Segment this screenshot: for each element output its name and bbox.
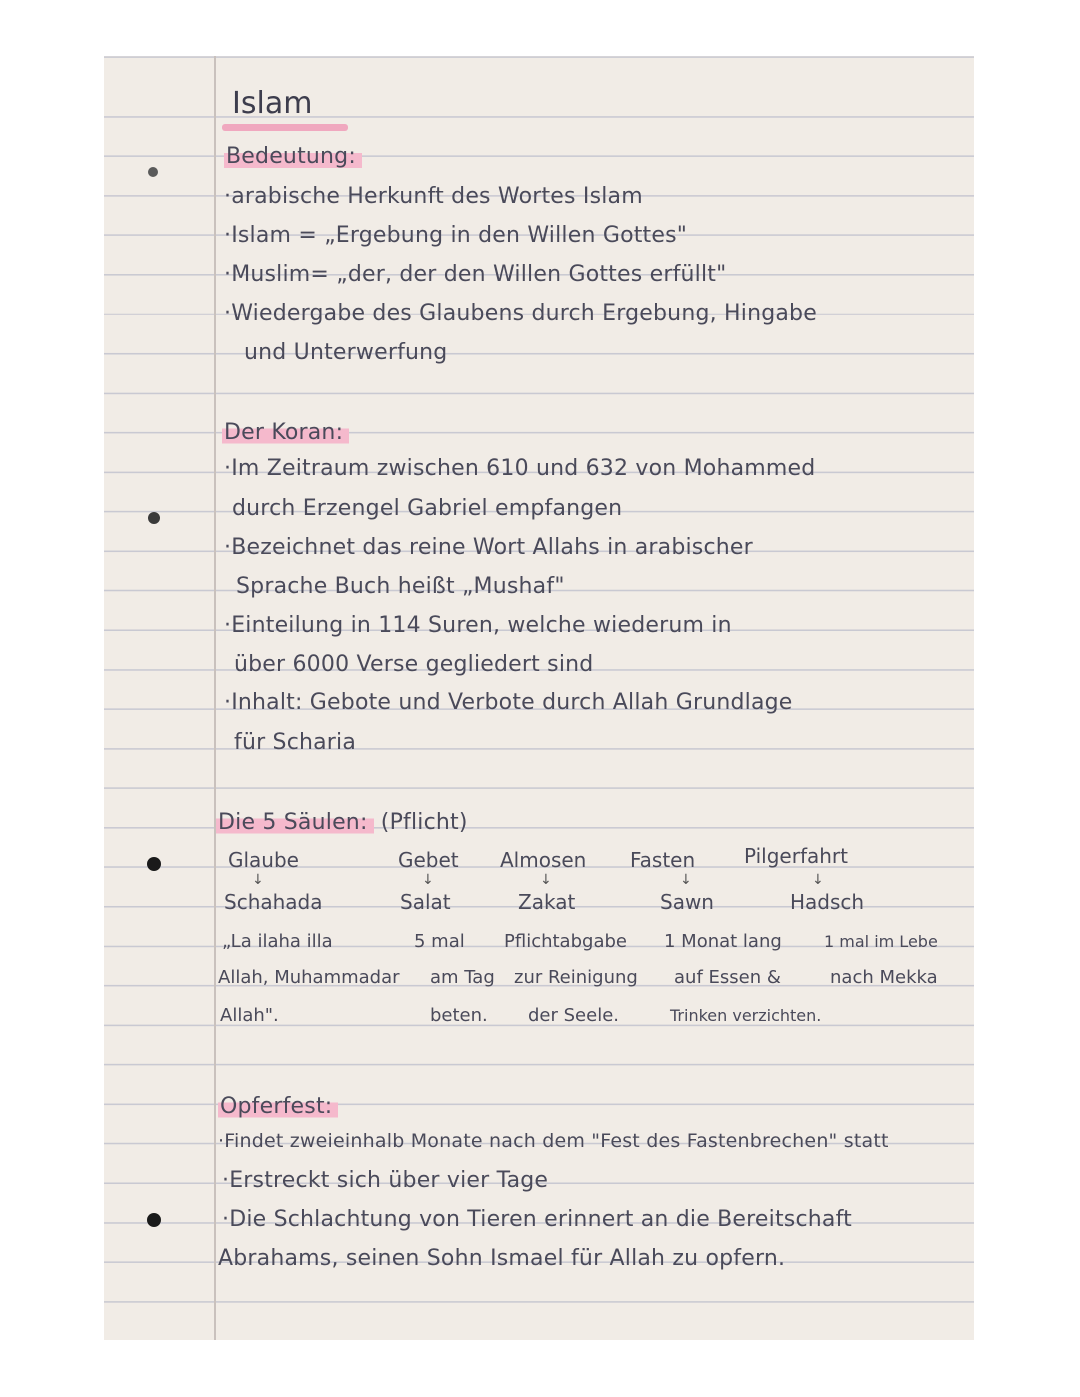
pillar-desc: nach Mekka <box>830 967 938 988</box>
koran-line: durch Erzengel Gabriel empfangen <box>232 496 623 521</box>
pillar-arabic: Hadsch <box>790 890 865 914</box>
page-title: Islam <box>232 86 313 121</box>
pillar-name: Pilgerfahrt <box>744 844 848 868</box>
pillar-desc: Allah". <box>220 1005 279 1026</box>
pillar-name: Fasten <box>630 848 696 872</box>
pillar-arabic: Sawn <box>660 890 714 914</box>
pillar-desc: „La ilaha illa <box>222 931 333 952</box>
punch-hole <box>148 512 160 524</box>
punch-hole <box>147 1213 161 1227</box>
pillar-arabic: Zakat <box>518 890 576 914</box>
pillar-desc: Trinken verzichten. <box>670 1006 822 1025</box>
pillar-desc: 1 mal im Lebe <box>824 932 938 951</box>
opferfest-line: ·Findet zweieinhalb Monate nach dem "Fest des Fastenbrechen" statt <box>218 1130 889 1152</box>
pillar-arabic: Schahada <box>224 890 323 914</box>
bedeutung-line: und Unterwerfung <box>244 340 448 365</box>
pillar-desc: Pflichtabgabe <box>504 931 627 952</box>
bedeutung-line: ·Muslim= „der, der den Willen Gottes erfüllt" <box>224 262 727 287</box>
arrow-down-icon: ↓ <box>252 872 264 888</box>
pillar-name: Almosen <box>500 848 587 872</box>
section-heading-saeulen: Die 5 Säulen: (Pflicht) <box>218 810 468 835</box>
pillar-desc: der Seele. <box>528 1005 619 1026</box>
pillar-desc: beten. <box>430 1005 488 1026</box>
arrow-down-icon: ↓ <box>422 872 434 888</box>
koran-line: ·Inhalt: Gebote und Verbote durch Allah Grundlage <box>224 690 793 715</box>
punch-hole <box>148 167 158 177</box>
koran-line: Sprache Buch heißt „Mushaf" <box>236 574 565 599</box>
pillar-desc: am Tag <box>430 967 495 988</box>
koran-line: ·Bezeichnet das reine Wort Allahs in arabischer <box>224 535 753 560</box>
arrow-down-icon: ↓ <box>812 872 824 888</box>
pillar-name: Gebet <box>398 848 459 872</box>
pillar-desc: 5 mal <box>414 931 465 952</box>
saeulen-note: (Pflicht) <box>380 810 468 835</box>
pillar-arabic: Salat <box>400 890 451 914</box>
section-heading-opferfest: Opferfest: <box>218 1094 338 1120</box>
margin-line <box>214 56 216 1340</box>
opferfest-line: ·Die Schlachtung von Tieren erinnert an die Bereitschaft <box>222 1207 852 1232</box>
arrow-down-icon: ↓ <box>680 872 692 888</box>
pillar-desc: Allah, Muhammadar <box>218 967 400 988</box>
section-heading-bedeutung: Bedeutung: <box>224 144 362 170</box>
bedeutung-line: ·arabische Herkunft des Wortes Islam <box>224 184 643 209</box>
koran-line: für Scharia <box>234 730 357 755</box>
title-highlight <box>222 124 348 131</box>
koran-line: über 6000 Verse gegliedert sind <box>234 652 594 677</box>
pillar-desc: zur Reinigung <box>514 967 638 988</box>
opferfest-line: Abrahams, seinen Sohn Ismael für Allah zu opfern. <box>218 1246 786 1271</box>
bedeutung-line: ·Wiedergabe des Glaubens durch Ergebung, Hingabe <box>224 301 817 326</box>
opferfest-line: ·Erstreckt sich über vier Tage <box>222 1168 549 1193</box>
section-heading-koran: Der Koran: <box>222 420 349 446</box>
pillar-desc: auf Essen & <box>674 967 781 988</box>
arrow-down-icon: ↓ <box>540 872 552 888</box>
bedeutung-line: ·Islam = „Ergebung in den Willen Gottes" <box>224 223 688 248</box>
koran-line: ·Im Zeitraum zwischen 610 und 632 von Mohammed <box>224 456 816 481</box>
koran-line: ·Einteilung in 114 Suren, welche wiederum in <box>224 613 732 638</box>
pillar-name: Glaube <box>228 848 299 872</box>
punch-hole <box>147 857 161 871</box>
pillar-desc: 1 Monat lang <box>664 931 782 952</box>
